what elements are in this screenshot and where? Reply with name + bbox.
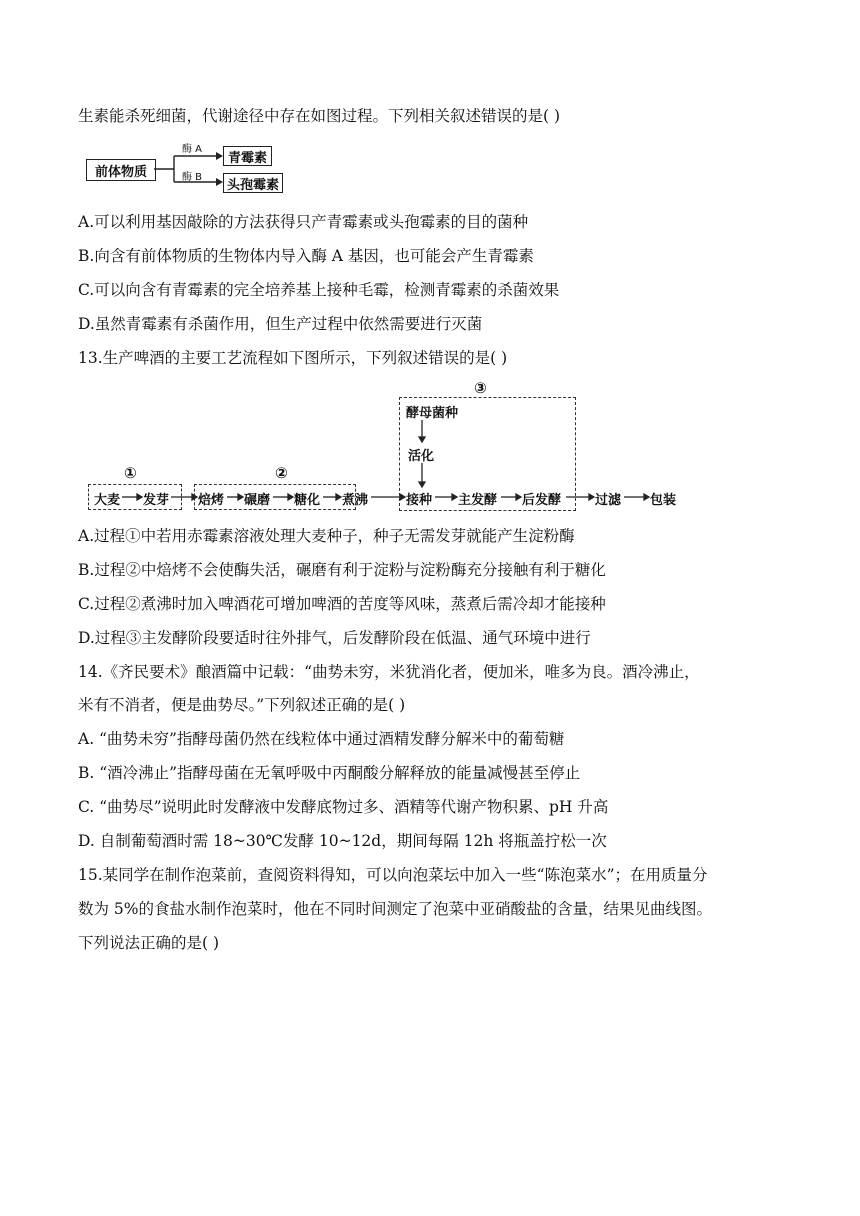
- step-package: 包装: [650, 493, 677, 508]
- q14-option-a: A. “曲势未穷”指酵母菌仍然在线粒体中通过酒精发酵分解米中的葡萄糖: [78, 730, 565, 748]
- precursor-box: 前体物质: [86, 159, 156, 181]
- q15-stem-line3: 下列说法正确的是( ): [78, 934, 220, 952]
- step-bake: 焙烤: [198, 493, 225, 508]
- step-inoculate: 接种: [406, 493, 433, 508]
- penicillin-box: 青霉素: [223, 146, 272, 166]
- step-boil: 煮沸: [342, 493, 369, 508]
- group2-number: ②: [275, 464, 288, 482]
- q13-option-c: C.过程②煮沸时加入啤酒花可增加啤酒的苦度等风味，蒸煮后需冷却才能接种: [78, 595, 606, 613]
- step-main-ferment: 主发酵: [458, 493, 498, 508]
- enzyme-b-label: 酶 B: [182, 172, 203, 183]
- group1-number: ①: [124, 464, 137, 482]
- q14-stem-line1: 14.《齐民要术》酿酒篇中记载：“曲势未穷，米犹消化者，便加米，唯多为良。酒冷沸止，: [78, 663, 700, 681]
- q14-stem-line2: 米有不消者，便是曲势尽。”下列叙述正确的是( ): [78, 696, 406, 714]
- q15-stem-line1: 15.某同学在制作泡菜前，查阅资料得知，可以向泡菜坛中加入一些“陈泡菜水”；在用质量分: [78, 866, 708, 884]
- q12-intro: 生素能杀死细菌，代谢途径中存在如图过程。下列相关叙述错误的是( ): [78, 107, 561, 125]
- q12-option-b: B.向含有前体物质的生物体内导入酶 A 基因，也可能会产生青霉素: [78, 247, 534, 265]
- q12-option-d: D.虽然青霉素有杀菌作用，但生产过程中依然需要进行灭菌: [78, 315, 483, 333]
- q14-option-d: D. 自制葡萄酒时需 18~30℃发酵 10~12d，期间每隔 12h 将瓶盖拧松一次: [78, 832, 607, 850]
- q13-option-d: D.过程③主发酵阶段要适时往外排气，后发酵阶段在低温、通气环境中进行: [78, 629, 591, 647]
- step-barley: 大麦: [94, 493, 121, 508]
- q13-stem: 13.生产啤酒的主要工艺流程如下图所示，下列叙述错误的是( ): [78, 349, 508, 367]
- q12-option-a: A.可以利用基因敲除的方法获得只产青霉素或头孢霉素的目的菌种: [78, 213, 529, 231]
- q12-option-c: C.可以向含有青霉素的完全培养基上接种毛霉，检测青霉素的杀菌效果: [78, 281, 560, 299]
- cephalosporin-box: 头孢霉素: [223, 173, 283, 193]
- step-filter: 过滤: [595, 493, 622, 508]
- step-saccharify: 糖化: [294, 493, 321, 508]
- group3-number: ③: [474, 379, 487, 397]
- enzyme-a-label: 酶 A: [182, 144, 203, 155]
- step-activate: 活化: [408, 449, 435, 464]
- step-grind: 碾磨: [244, 493, 271, 508]
- q13-option-a: A.过程①中若用赤霉素溶液处理大麦种子，种子无需发芽就能产生淀粉酶: [78, 527, 575, 545]
- step-yeast-strain: 酵母菌种: [406, 406, 459, 421]
- q14-option-b: B. “酒冷沸止”指酵母菌在无氧呼吸中丙酮酸分解释放的能量减慢甚至停止: [78, 764, 581, 782]
- q14-option-c: C. “曲势尽”说明此时发酵液中发酵底物过多、酒精等代谢产物积累、pH 升高: [78, 798, 609, 816]
- step-sprout: 发芽: [143, 493, 170, 508]
- flow-arrows: [0, 0, 860, 520]
- q15-stem-line2: 数为 5%的食盐水制作泡菜时，他在不同时间测定了泡菜中亚硝酸盐的含量，结果见曲线图。: [78, 900, 713, 918]
- q13-option-b: B.过程②中焙烤不会使酶失活，碾磨有利于淀粉与淀粉酶充分接触有利于糖化: [78, 561, 606, 579]
- step-post-ferment: 后发酵: [522, 493, 562, 508]
